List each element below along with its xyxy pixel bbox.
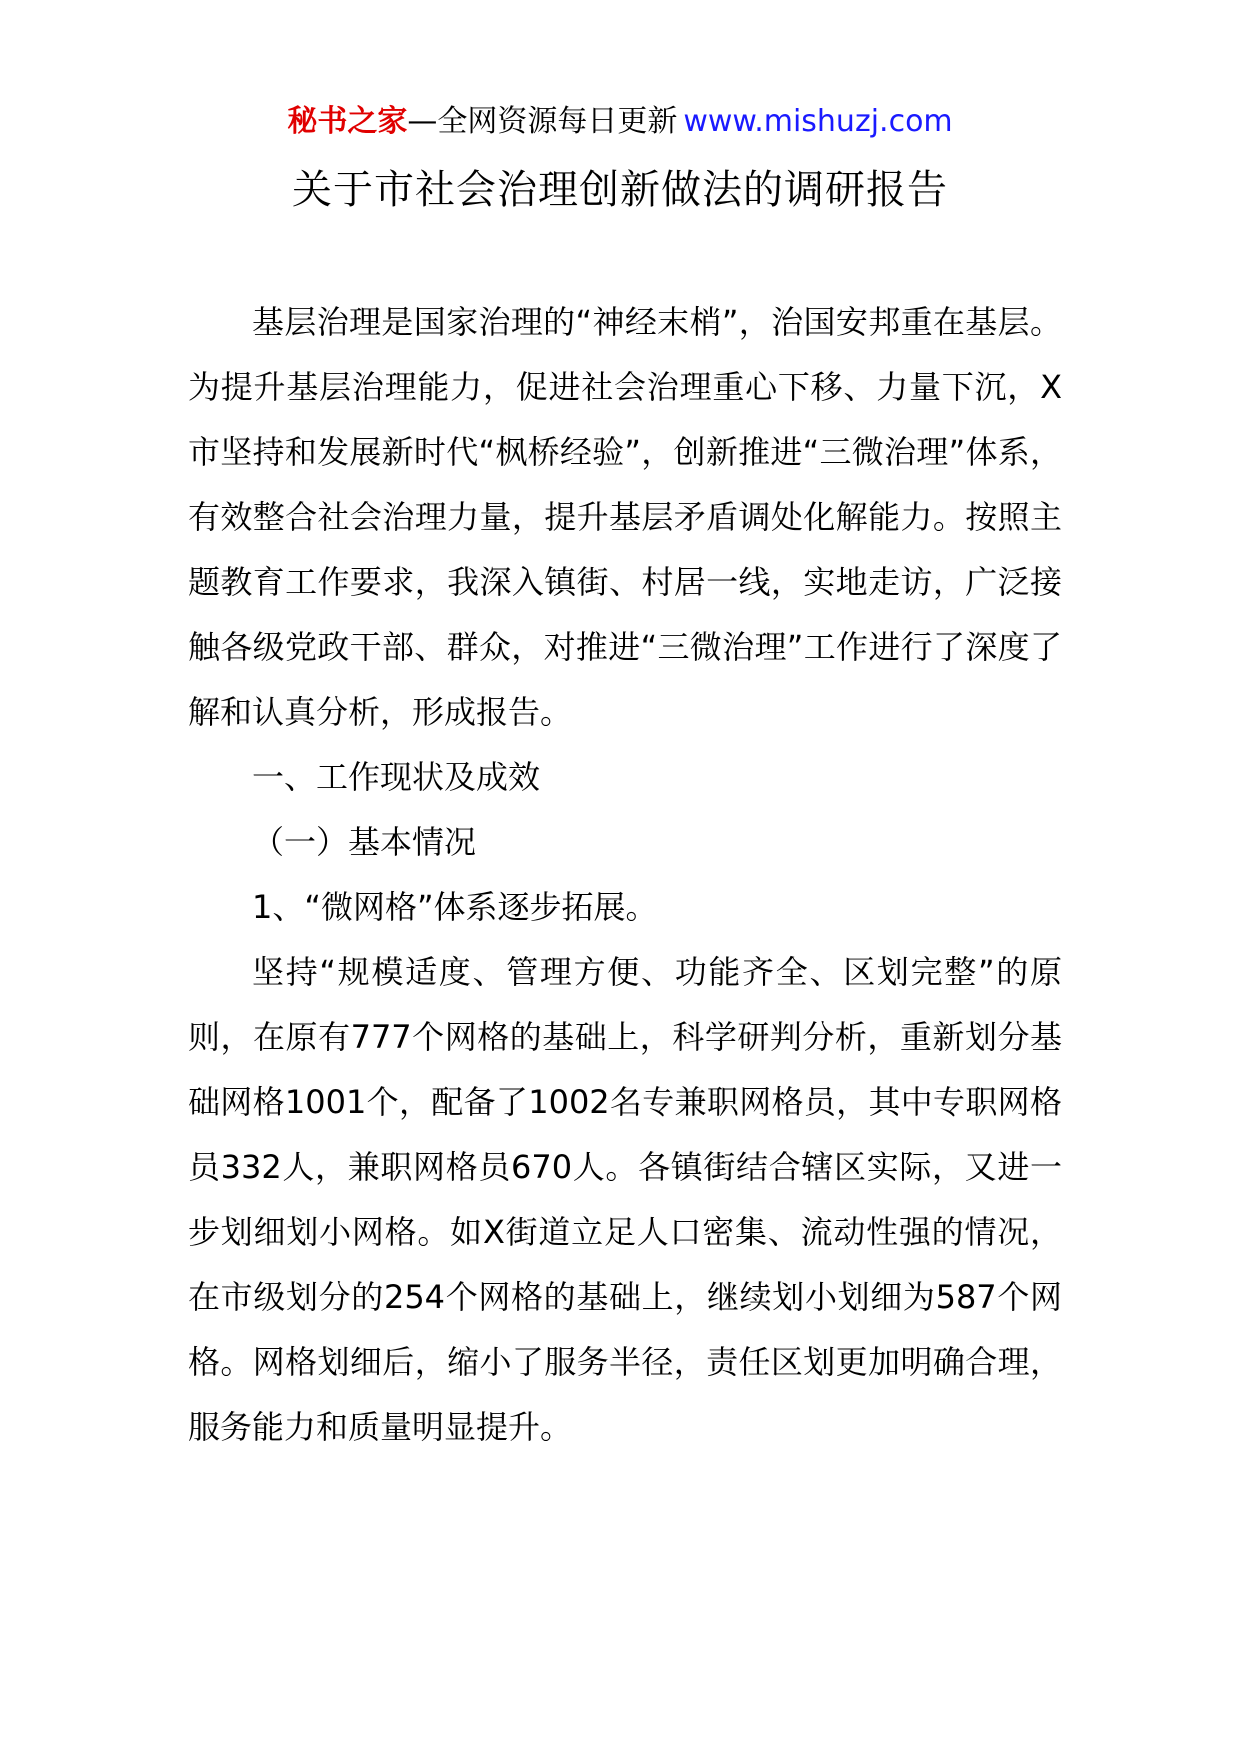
site-header <box>0 100 1240 144</box>
site-url-link[interactable]: www.mishuzj.com <box>683 104 953 139</box>
item-heading: 1、“微网格”体系逐步拓展。 <box>252 888 658 926</box>
brand-name: 秘书之家 <box>287 104 408 139</box>
section-heading: 一、工作现状及成效 <box>252 758 541 796</box>
header-tagline: —全网资源每日更新 <box>407 104 678 139</box>
document-title: 关于市社会治理创新做法的调研报告 <box>292 167 948 213</box>
subsection-heading: （一）基本情况 <box>252 823 477 861</box>
intro-paragraph: 基层治理是国家治理的“神经末梢”，治国安邦重在基层。为提升基层治理能力，促进社会治理重心下移、力量下沉，X市坚持和发展新时代“枫桥经验”，创新推进“三微治理”体系，有效整合社会治理力量，提升基层矛盾调处化解能力。按照主题教育工作要求，我深入镇街、村居一线，实地走访，广泛接触各级党政干部、群众，对推进“三微治理”工作进行了深度了解和认真分析，形成报告。 <box>188 303 1062 731</box>
document-body <box>188 290 1062 1460</box>
body-paragraph: 坚持“规模适度、管理方便、功能齐全、区划完整”的原则，在原有777个网格的基础上，科学研判分析，重新划分基础网格1001个，配备了1002名专兼职网格员，其中专职网格员332人，兼职网格员670人。各镇街结合辖区实际，又进一步划细划小网格。如X街道立足人口密集、流动性强的情况，在市级划分的254个网格的基础上，继续划小划细为587个网格。网格划细后，缩小了服务半径，责任区划更加明确合理，服务能力和质量明显提升。 <box>188 953 1062 1446</box>
